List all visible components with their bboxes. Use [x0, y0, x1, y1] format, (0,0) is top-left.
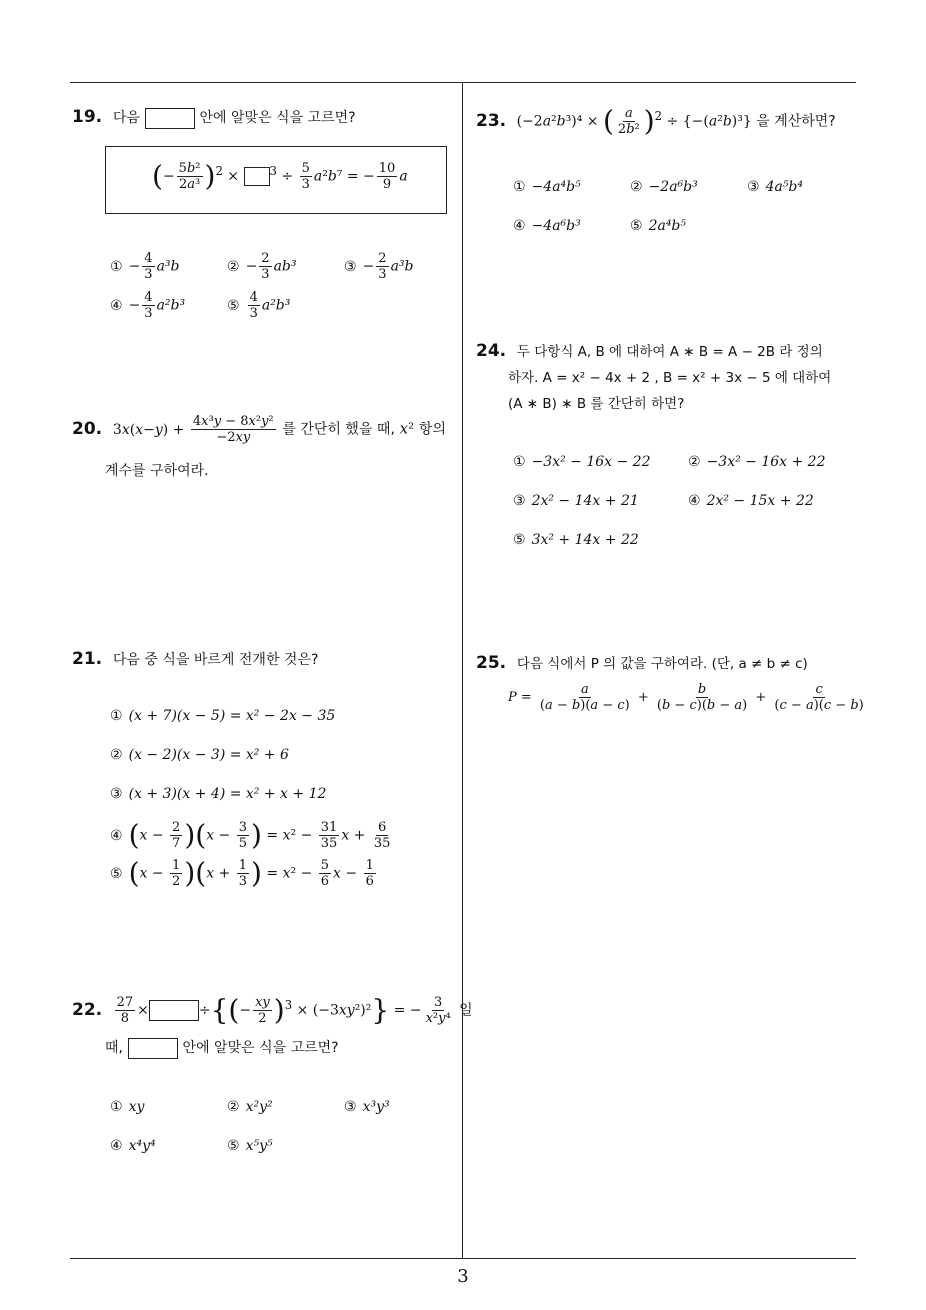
- question-20: 20. 3x(x−y) + $\frac{\text{4x³y − 8x²y²}}{-2xy}$ 를 간단히 했을 때, x² 항의: [72, 414, 446, 445]
- option-4[interactable]: ④ (x − $\frac{2}{7}$ )(x − $\frac{3}{5}$ ) = x² − $\frac{31}{35}$ x + $\frac{6}{35}$: [110, 818, 391, 852]
- option-2[interactable]: ② −2a⁶b³: [630, 179, 698, 195]
- option-1[interactable]: ① − $\frac{4}{3}$ a³b: [110, 251, 180, 282]
- question-19: [72, 104, 356, 131]
- equation-25: P = $\frac{a}{(a - b)(a - c)}$ + $\frac{b}{(b - c)(b - a)}$ + $\frac{c}{(c - a)(c - b)}$: [508, 682, 864, 713]
- question-24-line2: 하자. A = x² − 4x + 2 , B = x² + 3x − 5 에 대하여: [508, 370, 832, 386]
- question-24: [476, 338, 823, 365]
- question-text: 일: [459, 1002, 473, 1019]
- option-1[interactable]: ① −3x² − 16x − 22: [513, 454, 651, 470]
- option-5[interactable]: ⑤ 2a⁴b⁵: [630, 218, 687, 234]
- question-25: [476, 650, 808, 677]
- question-24-line3: (A ∗ B) ∗ B 를 간단히 하면?: [508, 396, 685, 412]
- question-number: 25.: [476, 653, 507, 673]
- option-5[interactable]: ⑤ x⁵y⁵: [227, 1138, 273, 1154]
- question-number: 20.: [72, 418, 103, 439]
- question-text: 안에 알맞은 식을 고르면?: [199, 110, 356, 126]
- question-23: 23. (−2a²b³)⁴ × ( $\frac{a}{\text{2b²}}$ )$^2$ ÷ {−(a²b)³} 을 계산하면?: [476, 104, 836, 138]
- option-3[interactable]: ③ x³y³: [344, 1099, 390, 1115]
- question-number: 22.: [72, 999, 103, 1020]
- option-3[interactable]: ③ − $\frac{2}{3}$ a³b: [344, 251, 414, 282]
- question-20-continued: 계수를 구하여라.: [105, 463, 209, 479]
- option-3[interactable]: ③ 2x² − 14x + 21: [513, 493, 639, 509]
- page-number: 3: [457, 1266, 469, 1287]
- option-1[interactable]: ① xy: [110, 1099, 145, 1115]
- question-22: 22. $\frac{27}{8}$ × ÷{(− $\frac{xy}{2}$ )$^3$ × (−3xy²)²} = − $\frac{3}{\text{x²y⁴}}$ 일: [72, 993, 473, 1027]
- option-2[interactable]: ② (x − 2)(x − 3) = x² + 6: [110, 747, 289, 763]
- option-2[interactable]: ② x²y²: [227, 1099, 273, 1115]
- equation-19: (− $\frac{\text{5b²}}{\text{2a³}}$ )$^2$ × $^3$ ÷ $\frac{5}{3}$ a²b⁷ = − $\frac{10}{9}$ a: [152, 159, 408, 193]
- option-5[interactable]: ⑤ 3x² + 14x + 22: [513, 532, 639, 548]
- option-5[interactable]: ⑤ (x − $\frac{1}{2}$ )(x + $\frac{1}{3}$ ) = x² − $\frac{5}{6}$ x − $\frac{1}{6}$: [110, 856, 374, 890]
- option-4[interactable]: ④ −4a⁶b³: [513, 218, 581, 234]
- question-number: 21.: [72, 649, 103, 669]
- bottom-rule: [70, 1258, 856, 1259]
- option-1[interactable]: ① (x + 7)(x − 5) = x² − 2x − 35: [110, 708, 336, 724]
- option-3[interactable]: ③ (x + 3)(x + 4) = x² + x + 12: [110, 786, 327, 802]
- question-text: 다음: [112, 110, 140, 126]
- question-text: 다음 식에서 P 의 값을 구하여라. (단, a ≠ b ≠ c): [516, 656, 808, 672]
- option-2[interactable]: ② −3x² − 16x + 22: [688, 454, 826, 470]
- question-21: [72, 646, 318, 673]
- option-4[interactable]: ④ 2x² − 15x + 22: [688, 493, 814, 509]
- option-3[interactable]: ③ 4a⁵b⁴: [747, 179, 804, 195]
- option-4[interactable]: ④ x⁴y⁴: [110, 1138, 156, 1154]
- question-number: 24.: [476, 341, 507, 361]
- question-text: 을 계산하면?: [756, 113, 836, 130]
- option-4[interactable]: ④ − $\frac{4}{3}$ a²b³: [110, 290, 186, 321]
- question-text: 다음 중 식을 바르게 전개한 것은?: [112, 652, 319, 668]
- option-2[interactable]: ② − $\frac{2}{3}$ ab³: [227, 251, 297, 282]
- question-number: 23.: [476, 110, 507, 131]
- option-5[interactable]: ⑤ $\frac{4}{3}$ a²b³: [227, 290, 291, 321]
- question-text: 두 다항식 A, B 에 대하여 A ∗ B = A − 2B 라 정의: [516, 344, 823, 360]
- question-text: 항의: [418, 421, 446, 438]
- question-number: 19.: [72, 107, 103, 127]
- answer-blank: [128, 1038, 178, 1059]
- question-text: 를 간단히 했을 때,: [282, 421, 395, 438]
- question-22-continued: 때, 안에 알맞은 식을 고르면?: [105, 1034, 339, 1061]
- option-1[interactable]: ① −4a⁴b⁵: [513, 179, 581, 195]
- column-divider: [462, 83, 463, 1258]
- answer-blank: [145, 108, 195, 129]
- top-rule: [70, 82, 856, 83]
